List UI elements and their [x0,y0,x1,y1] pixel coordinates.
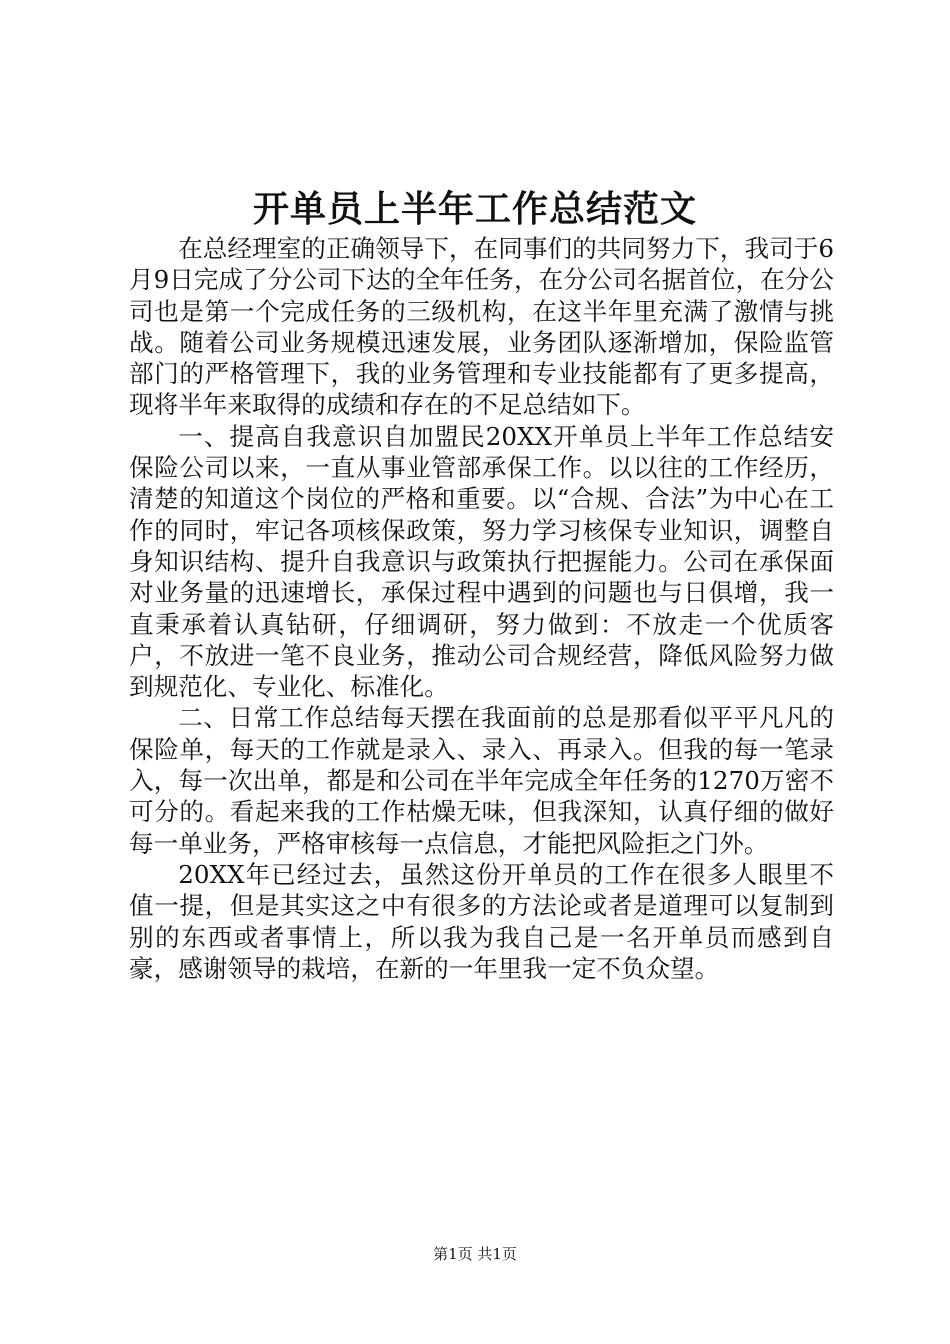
page-number-footer: 第1页 共1页 [433,1245,517,1263]
document-body [129,233,834,984]
paragraph-intro: 在总经理室的正确领导下，在同事们的共同努力下，我司于6月9日完成了分公司下达的全年任务，在分公司名据首位，在分公司也是第一个完成任务的三级机构，在这半年里充满了激情与挑战。随着公司业务规模迅速发展，业务团队逐渐增加，保险监管部门的严格管理下，我的业务管理和专业技能都有了更多提高，现将半年来取得的成绩和存在的不足总结如下。 [129,234,834,420]
paragraph-section-1: 一、提高自我意识自加盟民20XX开单员上半年工作总结安保险公司以来，一直从事业管部承保工作。以以往的工作经历，清楚的知道这个岗位的严格和重要。以“合规、合法”为中心在工作的同时，牢记各项核保政策，努力学习核保专业知识，调整自身知识结构、提升自我意识与政策执行把握能力。公司在承保面对业务量的迅速增长，承保过程中遇到的问题也与日俱增，我一直秉承着认真钻研，仔细调研，努力做到：不放走一个优质客户，不放进一笔不良业务，推动公司合规经营，降低风险努力做到规范化、专业化、标准化。 [129,421,834,702]
document-title: 开单员上半年工作总结范文 [252,188,697,230]
paragraph-section-2: 二、日常工作总结每天摆在我面前的总是那看似平平凡凡的保险单，每天的工作就是录入、录入、再录入。但我的每一笔录入，每一次出单，都是和公司在半年完成全年任务的1270万密不可分的。看起来我的工作枯燥无味，但我深知，认真仔细的做好每一单业务，严格审核每一点信息，才能把风险拒之门外。 [129,703,834,858]
paragraph-conclusion: 20XX年已经过去，虽然这份开单员的工作在很多人眼里不值一提，但是其实这之中有很多的方法论或者是道理可以复制到别的东西或者事情上，所以我为我自己是一名开单员而感到自豪，感谢领导的栽培，在新的一年里我一定不负众望。 [129,859,834,983]
